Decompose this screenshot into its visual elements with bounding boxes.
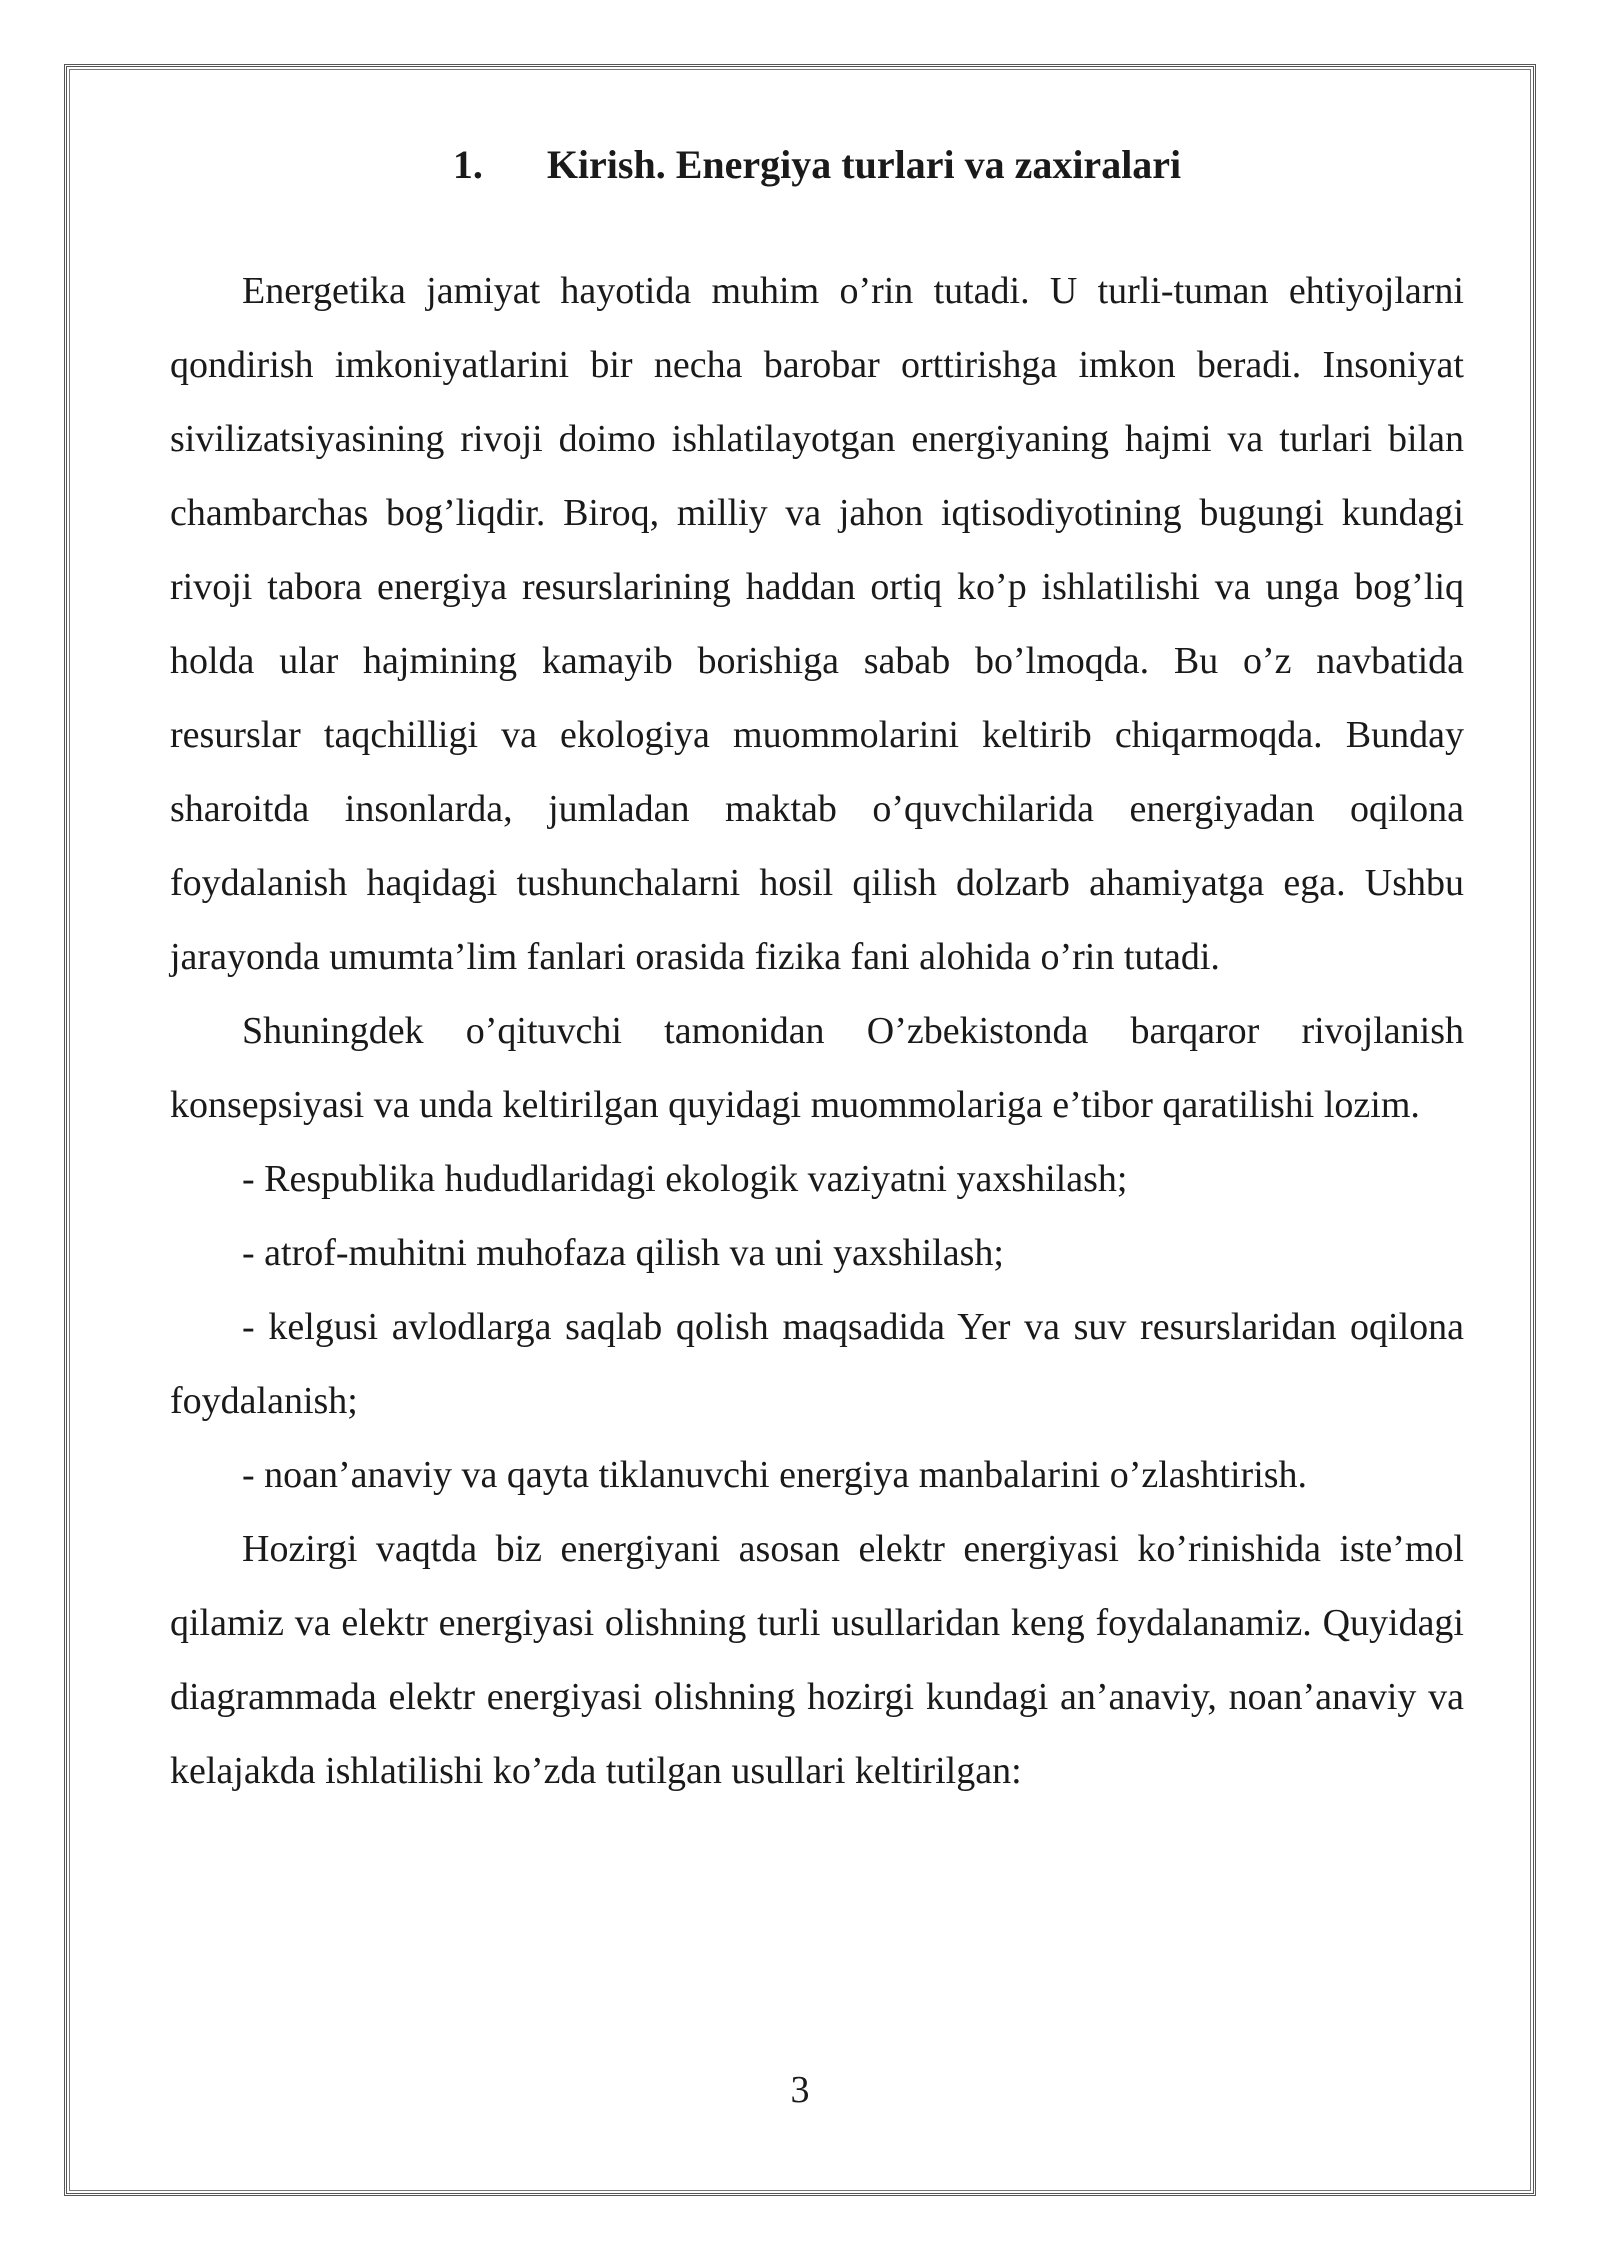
list-item-environment: - atrof-muhitni muhofaza qilish va uni yaxshilash; — [242, 1232, 1004, 1274]
page-content — [170, 136, 1464, 1808]
section-heading — [170, 136, 1464, 194]
paragraph-electricity: Hozirgi vaqtda biz energiyani asosan elektr energiyasi ko’rinishida iste’mol qilamiz va elektr energiyasi olishning turli usullaridan keng foydalanamiz. Quyidagi diagrammada elektr energiyasi olishning hozirgi kundagi an’anaviy, noan’anaviy va kelajakda ishlatilishi ko’zda tutilgan usullari keltirilgan: — [170, 1528, 1464, 1792]
paragraph-concept: Shuningdek o’qituvchi tamonidan O’zbekistonda barqaror rivojlanish konsepsiyasi va unda keltirilgan quyidagi muommolariga e’tibor qaratilishi lozim. — [170, 1010, 1464, 1126]
list-item-renewable: - noan’anaviy va qayta tiklanuvchi energiya manbalarini o’zlashtirish. — [242, 1454, 1308, 1496]
section-number: 1. — [452, 142, 483, 187]
list-item-ecology: - Respublika hududlaridagi ekologik vaziyatni yaxshilash; — [242, 1158, 1128, 1200]
section-title: Kirish. Energiya turlari va zaxiralari — [546, 142, 1182, 187]
page-number: 3 — [790, 2069, 810, 2111]
paragraph-intro: Energetika jamiyat hayotida muhim o’rin tutadi. U turli-tuman ehtiyojlarni qondirish imkoniyatlarini bir necha barobar orttirishga imkon beradi. Insoniyat sivilizatsiyasining rivoji doimo ishlatilayotgan energiyaning hajmi va turlari bilan chambarchas bog’liqdir. Biroq, milliy va jahon iqtisodiyotining bugungi kundagi rivoji tabora energiya resurslarining haddan ortiq ko’p ishlatilishi va unga bog’liq holda ular hajmining kamayib borishiga sabab bo’lmoqda. Bu o’z navbatida resurslar taqchilligi va ekologiya muommolarini keltirib chiqarmoqda. Bunday sharoitda insonlarda, jumladan maktab o’quvchilarida energiyadan oqilona foydalanish haqidagi tushunchalarni hosil qilish dolzarb ahamiyatga ega. Ushbu jarayonda umumta’lim fanlari orasida fizika fani alohida o’rin tutadi. — [170, 270, 1464, 978]
list-item-resources: - kelgusi avlodlarga saqlab qolish maqsadida Yer va suv resurslaridan oqilona foydalanish; — [170, 1306, 1464, 1422]
